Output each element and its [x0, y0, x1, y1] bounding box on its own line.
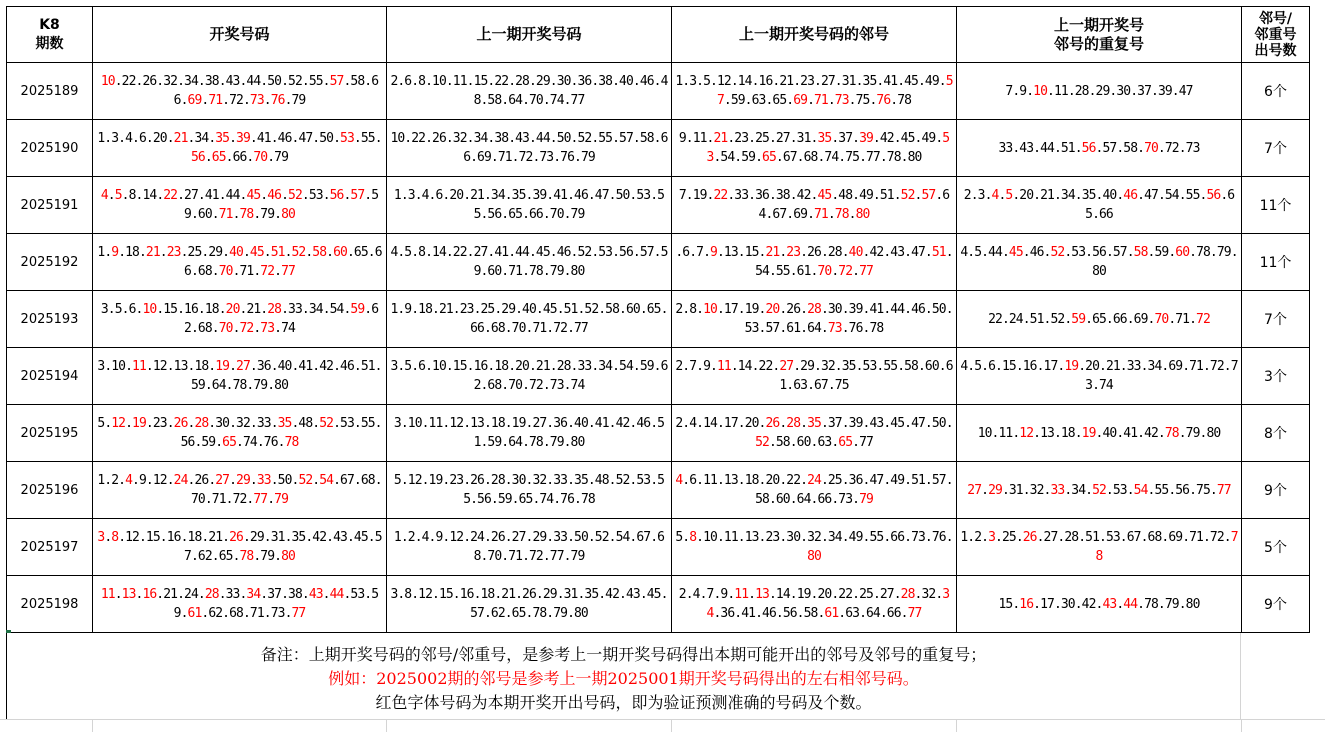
- prev-draw-cell-text: 1.3.4.6.20.21.34.35.39.41.46.47.50.53.55.56.65.66.70.79: [393, 188, 665, 222]
- repeats-cell-text: 15.16.17.30.42.43.44.78.79.80: [998, 596, 1200, 612]
- neighbors-cell[interactable]: [672, 63, 957, 120]
- count-cell[interactable]: 11个: [1242, 234, 1310, 291]
- period-cell[interactable]: 2025196: [7, 462, 93, 519]
- repeats-cell[interactable]: [957, 519, 1242, 576]
- draw-cell-text: 1.9.18.21.23.25.29.40.45.51.52.58.60.65.66.68.70.71.72.77: [97, 245, 382, 279]
- draw-cell-text: 11.13.16.21.24.28.33.34.37.38.43.44.53.59.61.62.68.71.73.77: [100, 587, 379, 621]
- header-neighbors[interactable]: 上一期开奖号码的邻号: [672, 7, 957, 63]
- repeats-cell[interactable]: [957, 234, 1242, 291]
- prev-draw-cell-text: 1.9.18.21.23.25.29.40.45.51.52.58.60.65.66.68.70.71.72.77: [390, 302, 668, 336]
- neighbors-cell-text: 1.3.5.12.14.16.21.23.27.31.35.41.45.49.57.59.63.65.69.71.73.75.76.78: [675, 74, 953, 108]
- repeats-cell-text: 1.2.3.25.26.27.28.51.53.67.68.69.71.72.78: [960, 530, 1238, 564]
- count-cell[interactable]: 7个: [1242, 120, 1310, 177]
- prev-draw-cell[interactable]: [387, 405, 672, 462]
- prev-draw-cell[interactable]: [387, 576, 672, 633]
- table-row: [7, 63, 1310, 120]
- repeats-cell[interactable]: [957, 63, 1242, 120]
- neighbors-cell-text: 2.4.7.9.11.13.14.19.20.22.25.27.28.32.34.36.41.46.56.58.61.63.64.66.77: [678, 587, 950, 621]
- count-cell[interactable]: 6个: [1242, 63, 1310, 120]
- neighbors-cell[interactable]: [672, 519, 957, 576]
- draw-cell-text: 10.22.26.32.34.38.43.44.50.52.55.57.58.66.69.71.72.73.76.79: [100, 74, 379, 108]
- repeats-cell[interactable]: [957, 291, 1242, 348]
- draw-cell-text: 1.2.4.9.12.24.26.27.29.33.50.52.54.67.68.70.71.72.77.79: [97, 473, 382, 507]
- note-line-3: 红色字体号码为本期开奖开出号码，即为验证预测准确的号码及个数。: [375, 693, 872, 712]
- neighbors-cell[interactable]: [672, 177, 957, 234]
- repeats-cell-text: 33.43.44.51.56.57.58.70.72.73: [998, 140, 1200, 156]
- note-line-2: 例如：2025002期的邻号是参考上一期2025001期开奖号码得出的左右相邻号码。: [328, 669, 919, 688]
- table-row: [7, 519, 1310, 576]
- header-draw[interactable]: 开奖号码: [93, 7, 387, 63]
- header-repeats[interactable]: 上一期开奖号 邻号的重复号: [957, 7, 1242, 63]
- repeats-cell[interactable]: [957, 177, 1242, 234]
- prev-draw-cell-text: 3.8.12.15.16.18.21.26.29.31.35.42.43.45.57.62.65.78.79.80: [390, 587, 668, 621]
- prev-draw-cell[interactable]: [387, 348, 672, 405]
- repeats-cell-text: 4.5.44.45.46.52.53.56.57.58.59.60.78.79.80: [960, 245, 1238, 279]
- count-cell[interactable]: 9个: [1242, 576, 1310, 633]
- draw-cell[interactable]: [93, 291, 387, 348]
- count-cell[interactable]: 11个: [1242, 177, 1310, 234]
- table-row: [7, 291, 1310, 348]
- note-line-1: 备注：上期开奖号码的邻号/邻重号，是参考上一期开奖号码得出本期可能开出的邻号及邻号的重复号；: [260, 645, 987, 664]
- neighbors-cell[interactable]: [672, 348, 957, 405]
- draw-cell-text: 3.5.6.10.15.16.18.20.21.28.33.34.54.59.62.68.70.72.73.74: [100, 302, 379, 336]
- header-prev-draw[interactable]: 上一期开奖号码: [387, 7, 672, 63]
- neighbors-cell[interactable]: [672, 120, 957, 177]
- period-cell[interactable]: 2025189: [7, 63, 93, 120]
- gridline: [1240, 633, 1242, 719]
- neighbors-cell-text: 2.4.14.17.20.26.28.35.37.39.43.45.47.50.52.58.60.63.65.77: [675, 416, 953, 450]
- period-cell[interactable]: 2025194: [7, 348, 93, 405]
- prev-draw-cell[interactable]: [387, 519, 672, 576]
- prev-draw-cell[interactable]: [387, 462, 672, 519]
- period-cell[interactable]: 2025198: [7, 576, 93, 633]
- repeats-cell[interactable]: [957, 462, 1242, 519]
- repeats-cell-text: 4.5.6.15.16.17.19.20.21.33.34.69.71.72.73.74: [960, 359, 1238, 393]
- count-cell[interactable]: 5个: [1242, 519, 1310, 576]
- period-cell[interactable]: 2025192: [7, 234, 93, 291]
- prev-draw-cell-text: 3.5.6.10.15.16.18.20.21.28.33.34.54.59.62.68.70.72.73.74: [390, 359, 668, 393]
- draw-cell-text: 3.10.11.12.13.18.19.27.36.40.41.42.46.51.59.64.78.79.80: [97, 359, 382, 393]
- draw-cell[interactable]: [93, 462, 387, 519]
- neighbors-cell[interactable]: [672, 462, 957, 519]
- prev-draw-cell-text: 5.12.19.23.26.28.30.32.33.35.48.52.53.55.56.59.65.74.76.78: [393, 473, 665, 507]
- repeats-cell-text: 27.29.31.32.33.34.52.53.54.55.56.75.77: [967, 482, 1231, 498]
- prev-draw-cell[interactable]: [387, 234, 672, 291]
- draw-cell[interactable]: [93, 519, 387, 576]
- count-cell[interactable]: 9个: [1242, 462, 1310, 519]
- empty-grid-row[interactable]: [0, 719, 1325, 732]
- table-row: [7, 462, 1310, 519]
- prev-draw-cell-text: 10.22.26.32.34.38.43.44.50.52.55.57.58.66.69.71.72.73.76.79: [390, 131, 668, 165]
- period-cell[interactable]: 2025193: [7, 291, 93, 348]
- neighbors-cell[interactable]: [672, 234, 957, 291]
- draw-cell-text: 4.5.8.14.22.27.41.44.45.46.52.53.56.57.59.60.71.78.79.80: [100, 188, 379, 222]
- prev-draw-cell[interactable]: [387, 63, 672, 120]
- period-cell[interactable]: 2025191: [7, 177, 93, 234]
- table-row: [7, 120, 1310, 177]
- neighbors-cell-text: 5.8.10.11.13.23.30.32.34.49.55.66.73.76.80: [675, 530, 953, 564]
- header-count[interactable]: 邻号/ 邻重号 出号数: [1242, 7, 1310, 63]
- notes-cell[interactable]: [6, 633, 1241, 720]
- neighbors-cell-text: 2.7.9.11.14.22.27.29.32.35.53.55.58.60.61.63.67.75: [675, 359, 953, 393]
- neighbors-cell-text: 4.6.11.13.18.20.22.24.25.36.47.49.51.57.58.60.64.66.73.79: [675, 473, 953, 507]
- prev-draw-cell[interactable]: [387, 120, 672, 177]
- table-row: [7, 576, 1310, 633]
- repeats-cell-text: 10.11.12.13.18.19.40.41.42.78.79.80: [977, 425, 1221, 441]
- prev-draw-cell-text: 1.2.4.9.12.24.26.27.29.33.50.52.54.67.68.70.71.72.77.79: [393, 530, 665, 564]
- draw-cell-text: 3.8.12.15.16.18.21.26.29.31.35.42.43.45.57.62.65.78.79.80: [97, 530, 382, 564]
- prev-draw-cell[interactable]: [387, 177, 672, 234]
- repeats-cell-text: 22.24.51.52.59.65.66.69.70.71.72: [988, 311, 1210, 327]
- table-row: [7, 348, 1310, 405]
- table-row: [7, 177, 1310, 234]
- header-period[interactable]: K8 期数: [7, 7, 93, 63]
- draw-cell-text: 1.3.4.6.20.21.34.35.39.41.46.47.50.53.55.56.65.66.70.79: [97, 131, 382, 165]
- lottery-table: [6, 6, 1310, 633]
- count-cell[interactable]: 7个: [1242, 291, 1310, 348]
- draw-cell[interactable]: [93, 348, 387, 405]
- draw-cell[interactable]: [93, 63, 387, 120]
- draw-cell[interactable]: [93, 177, 387, 234]
- neighbors-cell-text: 2.8.10.17.19.20.26.28.30.39.41.44.46.50.53.57.61.64.73.76.78: [675, 302, 953, 336]
- draw-cell-text: 5.12.19.23.26.28.30.32.33.35.48.52.53.55.56.59.65.74.76.78: [97, 416, 382, 450]
- count-cell[interactable]: 8个: [1242, 405, 1310, 462]
- repeats-cell[interactable]: [957, 348, 1242, 405]
- neighbors-cell-text: .6.7.9.13.15.21.23.26.28.40.42.43.47.51.54.55.61.70.72.77: [675, 245, 953, 279]
- period-cell[interactable]: 2025190: [7, 120, 93, 177]
- repeats-cell-text: 2.3.4.5.20.21.34.35.40.46.47.54.55.56.65.66: [963, 188, 1235, 222]
- count-cell[interactable]: 3个: [1242, 348, 1310, 405]
- prev-draw-cell-text: 4.5.8.14.22.27.41.44.45.46.52.53.56.57.59.60.71.78.79.80: [390, 245, 668, 279]
- period-cell[interactable]: 2025197: [7, 519, 93, 576]
- draw-cell[interactable]: [93, 405, 387, 462]
- neighbors-cell[interactable]: [672, 291, 957, 348]
- draw-cell[interactable]: [93, 234, 387, 291]
- repeats-cell-text: 7.9.10.11.28.29.30.37.39.47: [1005, 83, 1193, 99]
- neighbors-cell-text: 7.19.22.33.36.38.42.45.48.49.51.52.57.64.67.69.71.78.80: [678, 188, 950, 222]
- neighbors-cell[interactable]: [672, 576, 957, 633]
- prev-draw-cell-text: 2.6.8.10.11.15.22.28.29.30.36.38.40.46.48.58.64.70.74.77: [390, 74, 668, 108]
- table-row: [7, 234, 1310, 291]
- repeats-cell[interactable]: [957, 120, 1242, 177]
- header-row: [7, 7, 1310, 63]
- draw-cell[interactable]: [93, 576, 387, 633]
- neighbors-cell-text: 9.11.21.23.25.27.31.35.37.39.42.45.49.53.54.59.65.67.68.74.75.77.78.80: [678, 131, 950, 165]
- draw-cell[interactable]: [93, 120, 387, 177]
- table-row: [7, 405, 1310, 462]
- repeats-cell[interactable]: [957, 576, 1242, 633]
- prev-draw-cell[interactable]: [387, 291, 672, 348]
- period-cell[interactable]: 2025195: [7, 405, 93, 462]
- prev-draw-cell-text: 3.10.11.12.13.18.19.27.36.40.41.42.46.51.59.64.78.79.80: [393, 416, 665, 450]
- repeats-cell[interactable]: [957, 405, 1242, 462]
- neighbors-cell[interactable]: [672, 405, 957, 462]
